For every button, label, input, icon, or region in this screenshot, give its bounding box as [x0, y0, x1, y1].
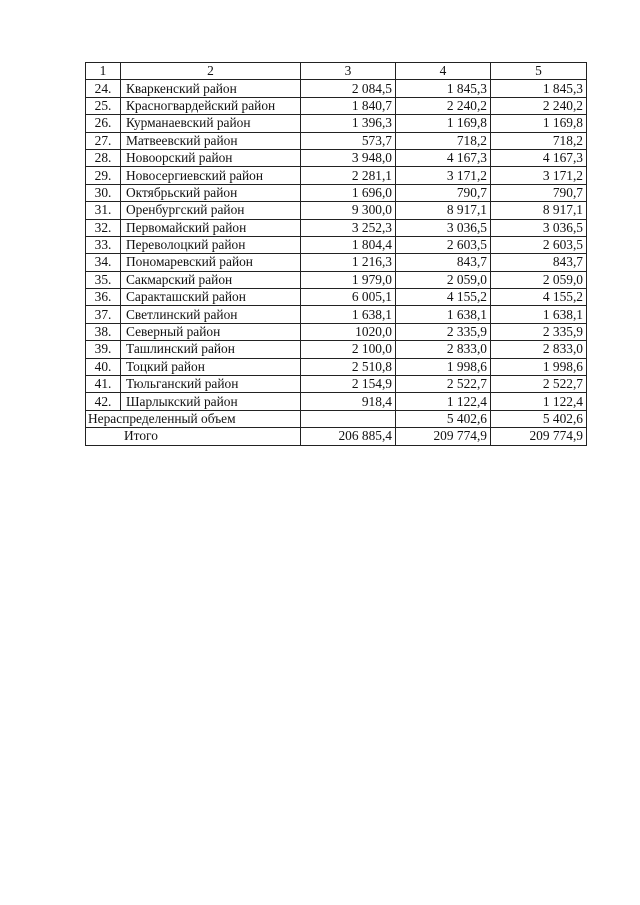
value-col-5: 2 833,0 — [491, 341, 587, 358]
district-name: Красногвардейский район — [121, 97, 301, 114]
district-name: Светлинский район — [121, 306, 301, 323]
row-number: 25. — [86, 97, 121, 114]
row-number: 24. — [86, 80, 121, 97]
value-col-4: 1 845,3 — [396, 80, 491, 97]
value-col-5: 3 171,2 — [491, 167, 587, 184]
unallocated-col-3 — [301, 410, 396, 427]
value-col-3: 573,7 — [301, 132, 396, 149]
value-col-4: 1 998,6 — [396, 358, 491, 375]
row-number: 37. — [86, 306, 121, 323]
table-row — [86, 236, 587, 253]
district-name: Саракташский район — [121, 289, 301, 306]
value-col-4: 4 167,3 — [396, 149, 491, 166]
value-col-4: 3 036,5 — [396, 219, 491, 236]
table-row — [86, 306, 587, 323]
table-row — [86, 393, 587, 410]
value-col-3: 6 005,1 — [301, 289, 396, 306]
district-budget-table — [85, 62, 587, 446]
total-col-4: 209 774,9 — [396, 428, 491, 445]
value-col-5: 2 240,2 — [491, 97, 587, 114]
district-name: Шарлыкский район — [121, 393, 301, 410]
column-header: 3 — [301, 63, 396, 80]
value-col-3: 2 510,8 — [301, 358, 396, 375]
table-row — [86, 219, 587, 236]
unallocated-col-5: 5 402,6 — [491, 410, 587, 427]
value-col-3: 1 979,0 — [301, 271, 396, 288]
row-number: 28. — [86, 149, 121, 166]
value-col-3: 1 638,1 — [301, 306, 396, 323]
value-col-5: 2 059,0 — [491, 271, 587, 288]
column-header: 1 — [86, 63, 121, 80]
value-col-5: 1 122,4 — [491, 393, 587, 410]
district-name: Оренбургский район — [121, 202, 301, 219]
value-col-4: 4 155,2 — [396, 289, 491, 306]
district-name: Первомайский район — [121, 219, 301, 236]
row-number: 30. — [86, 184, 121, 201]
value-col-3: 3 252,3 — [301, 219, 396, 236]
value-col-5: 1 998,6 — [491, 358, 587, 375]
table-body — [86, 63, 587, 446]
value-col-5: 3 036,5 — [491, 219, 587, 236]
row-number: 41. — [86, 376, 121, 393]
row-number: 29. — [86, 167, 121, 184]
table-row — [86, 184, 587, 201]
value-col-5: 4 167,3 — [491, 149, 587, 166]
unallocated-label: Нераспределенный объем — [86, 410, 301, 427]
table-row — [86, 132, 587, 149]
value-col-3: 2 154,9 — [301, 376, 396, 393]
table-row — [86, 289, 587, 306]
row-number: 32. — [86, 219, 121, 236]
column-header: 4 — [396, 63, 491, 80]
row-number: 40. — [86, 358, 121, 375]
column-header: 2 — [121, 63, 301, 80]
district-name: Тюльганский район — [121, 376, 301, 393]
value-col-4: 8 917,1 — [396, 202, 491, 219]
district-name: Тоцкий район — [121, 358, 301, 375]
row-number: 31. — [86, 202, 121, 219]
value-col-4: 843,7 — [396, 254, 491, 271]
row-number: 38. — [86, 323, 121, 340]
value-col-4: 1 169,8 — [396, 115, 491, 132]
value-col-4: 2 059,0 — [396, 271, 491, 288]
table-row — [86, 97, 587, 114]
value-col-5: 718,2 — [491, 132, 587, 149]
row-number: 36. — [86, 289, 121, 306]
value-col-4: 1 122,4 — [396, 393, 491, 410]
value-col-5: 2 335,9 — [491, 323, 587, 340]
value-col-3: 1 696,0 — [301, 184, 396, 201]
table-row — [86, 271, 587, 288]
value-col-5: 843,7 — [491, 254, 587, 271]
table-row — [86, 167, 587, 184]
value-col-4: 1 638,1 — [396, 306, 491, 323]
district-name: Октябрьский район — [121, 184, 301, 201]
table-row — [86, 323, 587, 340]
total-col-3: 206 885,4 — [301, 428, 396, 445]
value-col-4: 2 603,5 — [396, 236, 491, 253]
table-row — [86, 115, 587, 132]
district-name: Курманаевский район — [121, 115, 301, 132]
district-name: Пономаревский район — [121, 254, 301, 271]
table-row — [86, 376, 587, 393]
row-number: 26. — [86, 115, 121, 132]
value-col-3: 1 216,3 — [301, 254, 396, 271]
total-col-5: 209 774,9 — [491, 428, 587, 445]
value-col-3: 3 948,0 — [301, 149, 396, 166]
unallocated-row — [86, 410, 587, 427]
row-number: 27. — [86, 132, 121, 149]
value-col-3: 1 396,3 — [301, 115, 396, 132]
district-name: Матвеевский район — [121, 132, 301, 149]
value-col-4: 2 240,2 — [396, 97, 491, 114]
district-name: Ташлинский район — [121, 341, 301, 358]
row-number: 33. — [86, 236, 121, 253]
unallocated-col-4: 5 402,6 — [396, 410, 491, 427]
column-number-row — [86, 63, 587, 80]
value-col-5: 790,7 — [491, 184, 587, 201]
value-col-4: 718,2 — [396, 132, 491, 149]
total-row — [86, 428, 587, 445]
value-col-3: 2 281,1 — [301, 167, 396, 184]
value-col-4: 790,7 — [396, 184, 491, 201]
value-col-4: 2 335,9 — [396, 323, 491, 340]
district-name: Новосергиевский район — [121, 167, 301, 184]
row-number: 35. — [86, 271, 121, 288]
value-col-3: 1 840,7 — [301, 97, 396, 114]
value-col-5: 2 603,5 — [491, 236, 587, 253]
table-row — [86, 341, 587, 358]
table-row — [86, 202, 587, 219]
district-name: Кваркенский район — [121, 80, 301, 97]
row-number: 34. — [86, 254, 121, 271]
district-name: Новоорский район — [121, 149, 301, 166]
row-number: 42. — [86, 393, 121, 410]
column-header: 5 — [491, 63, 587, 80]
table-row — [86, 358, 587, 375]
district-name: Сакмарский район — [121, 271, 301, 288]
total-label: Итого — [86, 428, 301, 445]
value-col-5: 4 155,2 — [491, 289, 587, 306]
value-col-3: 9 300,0 — [301, 202, 396, 219]
table-row — [86, 80, 587, 97]
value-col-3: 918,4 — [301, 393, 396, 410]
table-row — [86, 149, 587, 166]
table-row — [86, 254, 587, 271]
district-name: Переволоцкий район — [121, 236, 301, 253]
value-col-3: 2 100,0 — [301, 341, 396, 358]
value-col-5: 2 522,7 — [491, 376, 587, 393]
value-col-5: 8 917,1 — [491, 202, 587, 219]
row-number: 39. — [86, 341, 121, 358]
value-col-5: 1 845,3 — [491, 80, 587, 97]
value-col-5: 1 169,8 — [491, 115, 587, 132]
value-col-4: 2 522,7 — [396, 376, 491, 393]
value-col-3: 1 804,4 — [301, 236, 396, 253]
value-col-3: 2 084,5 — [301, 80, 396, 97]
value-col-4: 3 171,2 — [396, 167, 491, 184]
value-col-3: 1020,0 — [301, 323, 396, 340]
district-name: Северный район — [121, 323, 301, 340]
value-col-5: 1 638,1 — [491, 306, 587, 323]
value-col-4: 2 833,0 — [396, 341, 491, 358]
